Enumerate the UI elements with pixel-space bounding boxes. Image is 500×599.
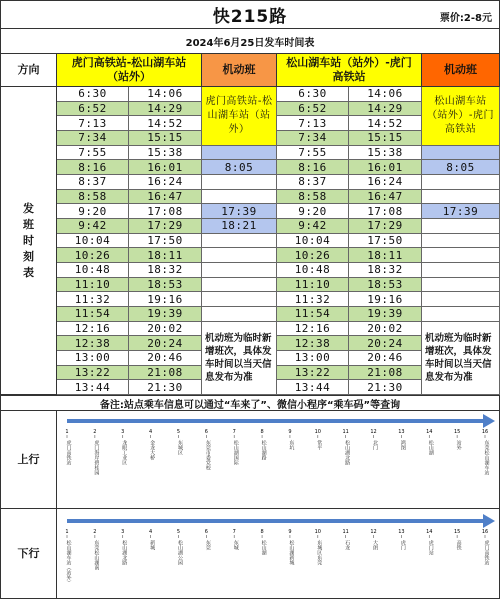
departure-time-cell: 10:48 — [57, 263, 129, 278]
flex-time-cell — [202, 307, 277, 322]
departure-time-cell: 20:24 — [129, 336, 202, 351]
departure-time-cell: 8:16 — [277, 160, 349, 175]
departure-time-cell: 17:50 — [349, 234, 422, 249]
direction-header: 方向 — [0, 54, 57, 87]
flex-time-cell: 17:39 — [202, 204, 277, 219]
stop-name: 松山湖 — [260, 540, 267, 555]
down-route-map — [57, 509, 500, 599]
departure-time-cell: 7:13 — [57, 116, 129, 131]
departure-time-cell: 10:04 — [277, 234, 349, 249]
departure-time-cell: 12:38 — [277, 336, 349, 351]
flex-b-note: 机动班为临时新增班次，具体发车时间以当天信息发布为准 — [422, 322, 500, 395]
remark-bar — [0, 395, 500, 411]
stop-name: 松山湖新城 — [288, 540, 295, 565]
stop-number: 15 — [453, 529, 461, 535]
departure-time-cell: 21:30 — [129, 380, 202, 395]
stop-number: 3 — [121, 529, 125, 535]
flex-time-cell — [202, 175, 277, 190]
flex-time-cell — [422, 292, 500, 307]
flex-time-cell — [422, 307, 500, 322]
flex-time-cell — [202, 292, 277, 307]
schedule-date: 2024年6月25日发车时间表 — [185, 37, 315, 49]
departure-time-cell: 7:55 — [57, 146, 129, 161]
departure-time-cell: 13:00 — [277, 351, 349, 366]
departure-time-cell: 17:08 — [129, 204, 202, 219]
departure-time-cell: 16:47 — [349, 190, 422, 205]
departure-time-cell: 12:38 — [57, 336, 129, 351]
departure-time-cell: 9:20 — [57, 204, 129, 219]
departure-time-cell: 19:16 — [129, 292, 202, 307]
flex-a-note: 机动班为临时新增班次，具体发车时间以当天信息发布为准 — [202, 322, 277, 395]
stop-name: 东莞市委党校 — [204, 440, 211, 470]
departure-time-cell: 14:29 — [129, 102, 202, 117]
departure-time-cell: 17:50 — [129, 234, 202, 249]
stop-number: 3 — [121, 429, 125, 435]
stop-name: 松山湖北路 — [344, 440, 351, 465]
stop-name: 松山湖路 — [260, 440, 267, 460]
departure-time-cell: 20:02 — [349, 322, 422, 337]
up-route-map — [57, 411, 500, 509]
departure-time-cell: 8:37 — [277, 175, 349, 190]
stop-number: 9 — [288, 529, 292, 535]
departure-time-cell: 17:29 — [129, 219, 202, 234]
departure-time-cell: 8:16 — [57, 160, 129, 175]
remark-text: 备注:站点乘车信息可以通过“车来了”、微信小程序“乘车码”等查询 — [99, 399, 401, 411]
flex-time-cell: 8:05 — [202, 160, 277, 175]
flex-b-header: 机动班 — [422, 54, 500, 87]
timetable-grid — [57, 87, 500, 395]
flex-time-cell — [422, 219, 500, 234]
departure-time-cell: 15:38 — [129, 146, 202, 161]
departure-time-cell: 20:46 — [129, 351, 202, 366]
stop-name: 东莞松山湖南 — [93, 540, 100, 570]
departure-time-cell: 18:53 — [129, 278, 202, 293]
flex-time-cell — [422, 146, 500, 161]
stop-name: 东莞 — [204, 540, 211, 550]
departure-time-cell: 20:24 — [349, 336, 422, 351]
flex-time-cell — [202, 263, 277, 278]
stop-number: 12 — [370, 529, 377, 535]
stop-name: 虎门海岸碧桂园 — [93, 440, 100, 475]
stop-number: 1 — [65, 529, 69, 535]
flex-time-cell — [422, 278, 500, 293]
stop-number: 9 — [288, 429, 292, 435]
stop-name: 东莞松山湖车站 — [483, 440, 490, 475]
stop-name: 常平 — [316, 440, 323, 450]
departure-time-cell: 8:58 — [57, 190, 129, 205]
flex-time-cell — [422, 190, 500, 205]
departure-time-cell: 12:16 — [277, 322, 349, 337]
direction-arrow-icon — [483, 414, 495, 428]
stop-number: 2 — [93, 529, 97, 535]
down-direction-label — [0, 509, 57, 599]
departure-time-cell: 7:55 — [277, 146, 349, 161]
flex-time-cell — [202, 190, 277, 205]
departure-time-cell: 6:52 — [57, 102, 129, 117]
departure-time-cell: 10:48 — [277, 263, 349, 278]
stop-name: 北门 — [372, 440, 379, 450]
stop-number: 14 — [426, 429, 433, 435]
departure-time-cell: 17:08 — [349, 204, 422, 219]
stop-name: 松山湖 — [427, 440, 434, 455]
departure-time-cell: 21:08 — [129, 366, 202, 381]
departure-time-cell: 16:24 — [349, 175, 422, 190]
stop-number: 10 — [314, 529, 321, 535]
departure-time-cell: 13:44 — [277, 380, 349, 395]
flex-time-cell — [422, 248, 500, 263]
departure-time-cell: 8:58 — [277, 190, 349, 205]
departure-time-cell: 16:24 — [129, 175, 202, 190]
departure-time-cell: 11:54 — [277, 307, 349, 322]
departure-time-cell: 15:15 — [129, 131, 202, 146]
departure-time-cell: 18:53 — [349, 278, 422, 293]
departure-time-cell: 11:10 — [57, 278, 129, 293]
flex-time-cell — [202, 234, 277, 249]
stop-name: 东城 — [232, 540, 239, 550]
flex-time-cell: 17:39 — [422, 204, 500, 219]
stop-name: 松山湖公园 — [176, 540, 183, 565]
departure-time-cell: 21:08 — [349, 366, 422, 381]
departure-time-cell: 13:22 — [277, 366, 349, 381]
flex-a-header: 机动班 — [202, 54, 277, 87]
stop-name: 松山湖车站（站外） — [65, 540, 72, 585]
down-route-diagram — [57, 509, 498, 597]
direction-arrow-icon — [483, 514, 495, 528]
departure-time-cell: 15:15 — [349, 131, 422, 146]
stop-number: 6 — [204, 429, 208, 435]
departure-time-cell: 13:22 — [57, 366, 129, 381]
stop-number: 16 — [481, 529, 489, 535]
stop-number: 11 — [342, 529, 349, 535]
stop-name: 大朗 — [372, 540, 379, 550]
vertical-label-text: 发班时刻表 — [23, 201, 34, 279]
date-bar — [0, 29, 500, 54]
departure-time-cell: 6:30 — [277, 87, 349, 102]
stop-number: 1 — [65, 429, 69, 435]
departure-time-cell: 19:39 — [349, 307, 422, 322]
stop-number: 5 — [176, 529, 181, 535]
flex-time-cell — [202, 248, 277, 263]
departure-time-cell: 17:29 — [349, 219, 422, 234]
departure-time-cell: 14:52 — [129, 116, 202, 131]
departure-time-cell: 7:13 — [277, 116, 349, 131]
departure-time-cell: 10:26 — [57, 248, 129, 263]
departure-time-cell: 11:32 — [277, 292, 349, 307]
departure-time-cell: 7:34 — [57, 131, 129, 146]
departure-time-cell: 18:11 — [349, 248, 422, 263]
stop-number: 2 — [93, 429, 97, 435]
departure-time-cell: 13:44 — [57, 380, 129, 395]
stop-name: 鸿图 — [399, 440, 406, 450]
departure-time-cell: 21:30 — [349, 380, 422, 395]
departure-time-cell: 16:01 — [349, 160, 422, 175]
flex-time-cell — [202, 278, 277, 293]
departure-time-cell: 7:34 — [277, 131, 349, 146]
flex-time-cell — [422, 175, 500, 190]
departure-time-cell: 16:47 — [129, 190, 202, 205]
up-label-text: 上行 — [17, 452, 40, 466]
schedule-side-label — [0, 87, 57, 395]
stop-number: 7 — [232, 529, 236, 535]
fare-label: 票价:2-8元 — [439, 13, 492, 24]
departure-time-cell: 8:37 — [57, 175, 129, 190]
stop-number: 4 — [149, 429, 153, 435]
departure-time-cell: 19:16 — [349, 292, 422, 307]
departure-time-cell: 15:38 — [349, 146, 422, 161]
stop-name: 虎门高铁站 — [65, 440, 72, 465]
stop-name: 虎门 — [399, 540, 406, 550]
stop-name: 松山湖国际 — [232, 440, 239, 465]
stop-number: 13 — [398, 529, 405, 535]
departure-time-cell: 11:54 — [57, 307, 129, 322]
departure-time-cell: 14:52 — [349, 116, 422, 131]
stop-name: 高铁 — [455, 540, 462, 550]
stop-number: 8 — [260, 529, 264, 535]
departure-time-cell: 11:10 — [277, 278, 349, 293]
stop-name: 东城区东莞 — [316, 540, 323, 565]
stop-name: 站外 — [455, 440, 462, 450]
stop-number: 6 — [204, 529, 208, 535]
stop-number: 13 — [398, 429, 405, 435]
stop-name: 虎门站 — [427, 540, 434, 555]
stop-number: 11 — [342, 429, 349, 435]
route-title: 快215路 — [212, 7, 288, 27]
stop-name: 虎门高铁站 — [483, 540, 490, 565]
departure-time-cell: 18:32 — [349, 263, 422, 278]
flex-time-cell — [422, 263, 500, 278]
flex-a-route-label: 虎门高铁站-松山湖车站（站外） — [202, 87, 277, 146]
stop-name: 东坑 — [288, 440, 295, 450]
departure-time-cell: 9:42 — [57, 219, 129, 234]
departure-time-cell: 19:39 — [129, 307, 202, 322]
departure-time-cell: 11:32 — [57, 292, 129, 307]
stop-number: 5 — [176, 429, 181, 435]
up-route-diagram — [57, 411, 498, 507]
departure-time-cell: 14:06 — [129, 87, 202, 102]
departure-time-cell: 20:46 — [349, 351, 422, 366]
departure-time-cell: 9:42 — [277, 219, 349, 234]
departure-time-cell: 13:00 — [57, 351, 129, 366]
stop-number: 4 — [149, 529, 153, 535]
stop-number: 10 — [314, 429, 321, 435]
stop-name: 新城 — [149, 540, 156, 550]
departure-time-cell: 14:29 — [349, 102, 422, 117]
stop-number: 7 — [232, 429, 236, 435]
down-label-text: 下行 — [17, 546, 40, 560]
title-bar — [0, 0, 500, 29]
departure-time-cell: 14:06 — [349, 87, 422, 102]
departure-time-cell: 9:20 — [277, 204, 349, 219]
departure-time-cell: 20:02 — [129, 322, 202, 337]
departure-time-cell: 18:11 — [129, 248, 202, 263]
departure-time-cell: 12:16 — [57, 322, 129, 337]
stop-name: 石龙 — [344, 540, 351, 550]
stop-number: 14 — [426, 529, 433, 535]
flex-time-cell — [202, 146, 277, 161]
departure-time-cell: 10:04 — [57, 234, 129, 249]
stop-number: 8 — [260, 429, 264, 435]
route-b-header: 松山湖车站（站外）-虎门高铁站 — [277, 54, 422, 87]
departure-time-cell: 6:30 — [57, 87, 129, 102]
stop-number: 16 — [481, 429, 489, 435]
up-direction-label — [0, 411, 57, 509]
route-a-header: 虎门高铁站-松山湖车站（站外） — [57, 54, 202, 87]
flex-time-cell: 8:05 — [422, 160, 500, 175]
departure-time-cell: 18:32 — [129, 263, 202, 278]
flex-time-cell: 18:21 — [202, 219, 277, 234]
flex-time-cell — [422, 234, 500, 249]
departure-time-cell: 16:01 — [129, 160, 202, 175]
stop-name: 东城区 — [176, 440, 183, 455]
stop-name: 金龙大桥 — [149, 440, 156, 460]
stop-name: 松山湖北路 — [121, 540, 128, 565]
stop-number: 12 — [370, 429, 377, 435]
stop-name: 龙眼工业区 — [121, 440, 128, 465]
departure-time-cell: 6:52 — [277, 102, 349, 117]
flex-b-route-label: 松山湖车站（站外）-虎门高铁站 — [422, 87, 500, 146]
stop-number: 15 — [453, 429, 461, 435]
departure-time-cell: 10:26 — [277, 248, 349, 263]
